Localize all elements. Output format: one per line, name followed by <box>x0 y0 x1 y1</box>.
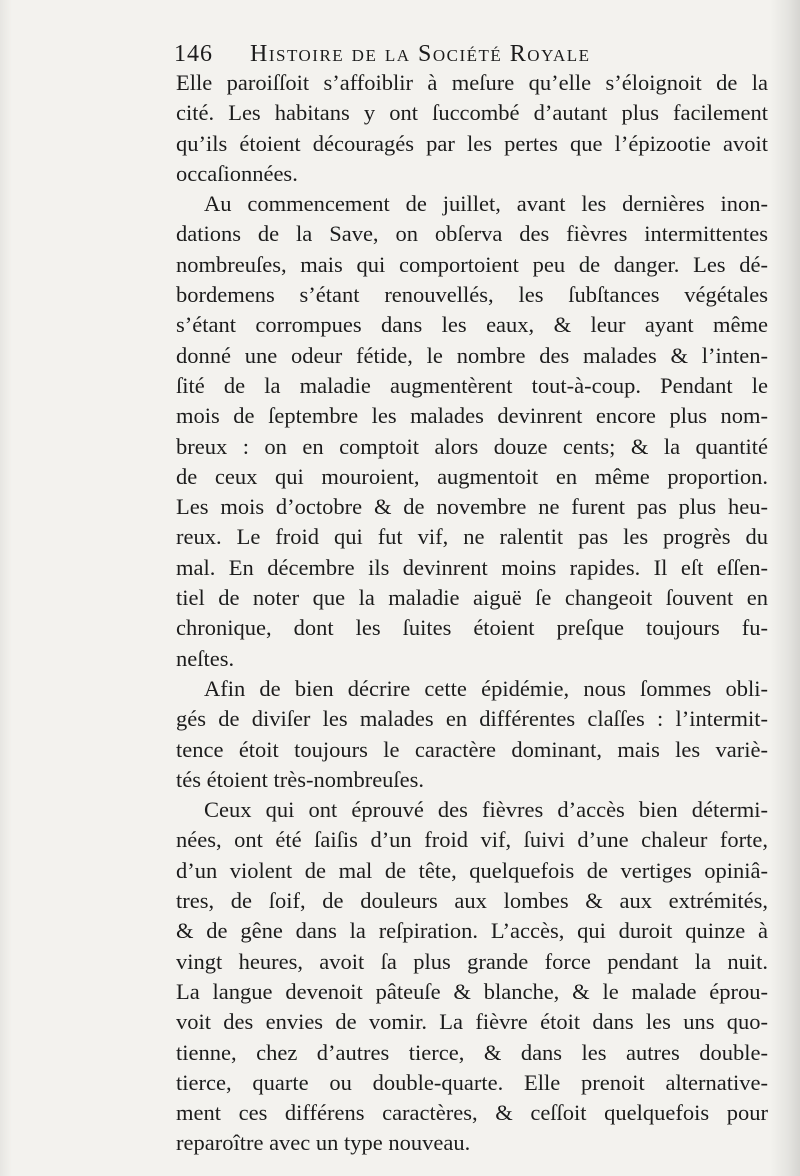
text-line: donné une odeur fétide, le nombre des malades & l’inten- <box>176 342 768 368</box>
text-line: breux : on en comptoit alors douze cents; & la quantité <box>176 433 768 459</box>
text-line: & de gêne dans la reſpiration. L’accès, qui duroit quinze à <box>176 918 768 944</box>
text-line: Elle paroiſſoit s’affoiblir à meſure qu’elle s’éloignoit de la <box>176 70 768 95</box>
text-line: occaſionnées. <box>176 160 298 186</box>
text-line: cité. Les habitans y ont ſuccombé d’autant plus facilement <box>176 100 768 126</box>
text-line: Afin de bien décrire cette épidémie, nous ſommes obli- <box>204 675 768 701</box>
text-line: de ceux qui mouroient, augmentoit en même proportion. <box>176 463 768 489</box>
text-line: tres, de ſoif, de douleurs aux lombes & aux extrémités, <box>176 888 768 914</box>
text-line: Les mois d’octobre & de novembre ne furent pas plus heu- <box>176 494 768 520</box>
text-line: voit des envies de vomir. La fièvre étoit dans les uns quo- <box>176 1009 768 1035</box>
text-line: La langue devenoit pâteuſe & blanche, & le malade éprou- <box>176 978 768 1004</box>
text-line: nombreuſes, mais qui comportoient peu de danger. Les dé- <box>176 251 768 277</box>
text-line: tés étoient très-nombreuſes. <box>176 766 425 792</box>
text-line: d’un violent de mal de tête, quelquefois de vertiges opiniâ- <box>176 857 768 883</box>
text-line: neſtes. <box>176 645 235 671</box>
text-line: chronique, dont les ſuites étoient preſque toujours fu- <box>176 615 768 641</box>
running-head <box>174 38 774 70</box>
text-line: qu’ils étoient découragés par les pertes que l’épizootie avoit <box>176 130 768 156</box>
text-line: tence étoit toujours le caractère dominant, mais les variè- <box>176 736 768 762</box>
text-line: ment ces différens caractères, & ceſſoit quelquefois pour <box>176 1100 768 1126</box>
page-gutter-shadow <box>0 0 12 1176</box>
body-text <box>176 68 768 1159</box>
text-line: bordemens s’étant renouvellés, les ſubſtances végétales <box>176 282 768 308</box>
text-line: reparoître avec un type nouveau. <box>176 1130 471 1156</box>
paragraph <box>176 68 768 189</box>
text-line: ſité de la maladie augmentèrent tout-à-coup. Pendant le <box>176 372 768 398</box>
text-line: dations de la Save, on obſerva des fièvres intermittentes <box>176 221 768 247</box>
text-line: nées, ont été ſaiſis d’un froid vif, ſuivi d’une chaleur forte, <box>176 827 768 853</box>
text-line: Ceux qui ont éprouvé des fièvres d’accès bien détermi- <box>204 797 768 823</box>
text-line: gés de diviſer les malades en différentes claſſes : l’intermit- <box>176 706 768 732</box>
paragraph <box>176 189 768 674</box>
running-title: Histoire de la Société Royale <box>250 41 591 67</box>
text-line: tienne, chez d’autres tierce, & dans les autres double- <box>176 1039 768 1065</box>
paragraph <box>176 795 768 1159</box>
text-line: vingt heures, avoit ſa plus grande force pendant la nuit. <box>176 948 768 974</box>
text-line: Au commencement de juillet, avant les dernières inon- <box>204 191 768 217</box>
text-line: s’étant corrompues dans les eaux, & leur ayant même <box>176 312 768 338</box>
page-edge-shadow <box>770 0 800 1176</box>
text-line: mois de ſeptembre les malades devinrent encore plus nom- <box>176 403 768 429</box>
page-number: 146 <box>174 41 213 67</box>
text-line: mal. En décembre ils devinrent moins rapides. Il eſt eſſen- <box>176 554 768 580</box>
text-line: tierce, quarte ou double-quarte. Elle prenoit alternative- <box>176 1069 768 1095</box>
paragraph <box>176 674 768 795</box>
text-line: tiel de noter que la maladie aiguë ſe changeoit ſouvent en <box>176 585 768 611</box>
text-line: reux. Le froid qui fut vif, ne ralentit pas les progrès du <box>176 524 768 550</box>
